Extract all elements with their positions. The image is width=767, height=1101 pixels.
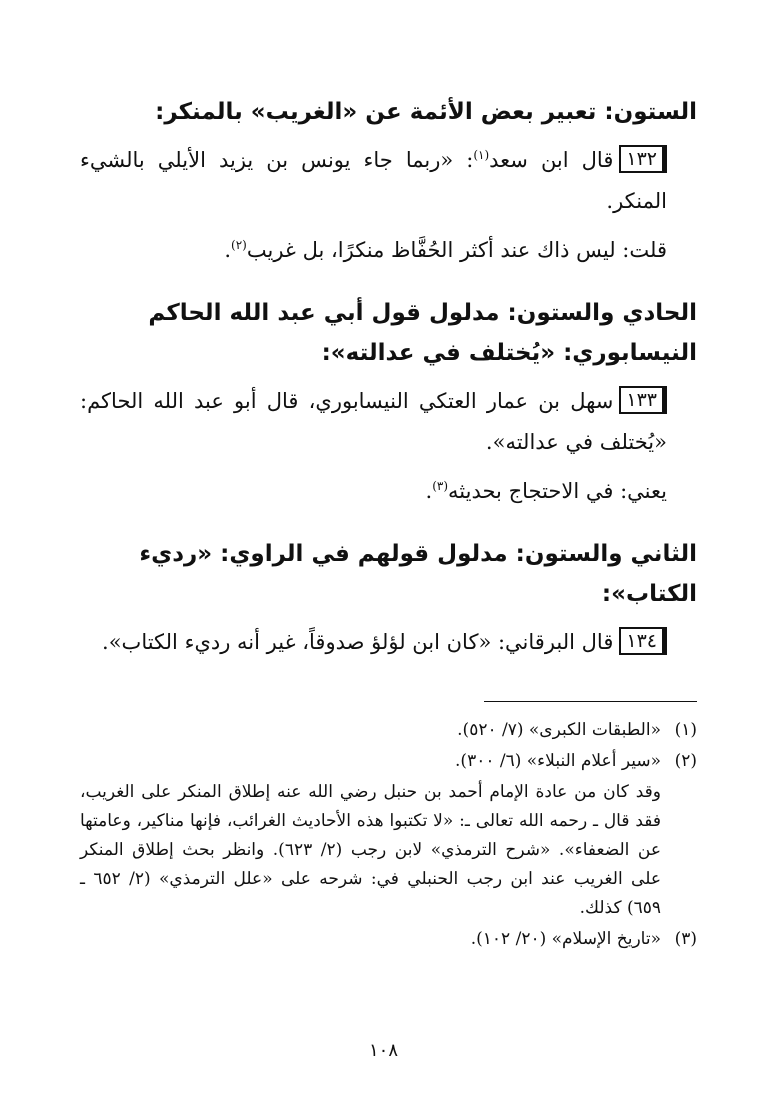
entry-132-text-b: : «ربما جاء يونس بن يزيد الأيلي بالشيء المنكر. (80, 148, 667, 213)
footnote-ref-3: (٣) (432, 479, 449, 493)
footnote-3 (80, 925, 697, 954)
footnote-number: (٣) (674, 929, 697, 949)
explanation-text-a: يعني: في الاحتجاج بحديثه (448, 479, 667, 503)
section-heading-62: الثاني والستون: مدلول قولهم في الراوي: «رديء الكتاب»: (139, 541, 697, 607)
explanation-paragraph (80, 471, 697, 512)
footnote-number: (١) (674, 720, 697, 740)
footnote-text: «سير أعلام النبلاء» (٦/ ٣٠٠). (455, 751, 661, 771)
entry-134-paragraph (80, 622, 697, 663)
entry-133-paragraph (80, 381, 697, 463)
footnote-divider (484, 701, 697, 702)
entry-number-box: ١٣٤ (619, 627, 667, 655)
entry-132-text-a: قال ابن سعد (489, 148, 614, 172)
footnote-number: (٢) (674, 751, 697, 771)
footnote-2-continuation: وقد كان من عادة الإمام أحمد بن حنبل رضي الله عنه إطلاق المنكر على الغريب، فقد قال ـ رحمه الله تعالى ـ: «لا تكتبوا هذه الأحاديث الغرائب، فإنها مناكير، وعامتها عن الضعفاء». «شرح الترمذي» لابن رجب (٢/ ٦٢٣). وانظر بحث إطلاق المنكر على الغريب عند ابن رجب الحنبلي في: شرحه على «علل الترمذي» (٢/ ٦٥٢ ـ ٦٥٩) كذلك. (80, 782, 661, 918)
comment-text-a: قلت: ليس ذاك عند أكثر الحُفَّاظ منكرًا، بل غريب (246, 238, 667, 262)
footnote-text: «تاريخ الإسلام» (٢٠/ ١٠٢). (470, 929, 661, 949)
comment-text-b: . (224, 238, 232, 262)
explanation-text-b: . (425, 479, 433, 503)
footnote-2 (80, 747, 697, 776)
section-heading-60: الستون: تعبير بعض الأئمة عن «الغريب» بالمنكر: (155, 99, 697, 125)
footnote-text: «الطبقات الكبرى» (٧/ ٥٢٠). (457, 720, 661, 740)
entry-134-text: قال البرقاني: «كان ابن لؤلؤ صدوقاً، غير أنه رديء الكتاب». (102, 630, 614, 654)
footnotes (80, 716, 697, 954)
section-heading-61: الحادي والستون: مدلول قول أبي عبد الله الحاكم النيسابوري: «يُختلف في عدالته»: (148, 300, 697, 366)
page-number: ١٠٨ (368, 1040, 398, 1061)
footnote-1 (80, 716, 697, 745)
footnote-ref-1: (١) (473, 148, 490, 162)
entry-number-box: ١٣٢ (619, 145, 667, 173)
entry-number-box: ١٣٣ (619, 386, 667, 414)
comment-paragraph (80, 230, 697, 271)
footnote-ref-2: (٢) (231, 238, 247, 252)
entry-133-text: سهل بن عمار العتكي النيسابوري، قال أبو عبد الله الحاكم: «يُختلف في عدالته». (80, 389, 667, 454)
entry-132-paragraph (80, 140, 697, 222)
